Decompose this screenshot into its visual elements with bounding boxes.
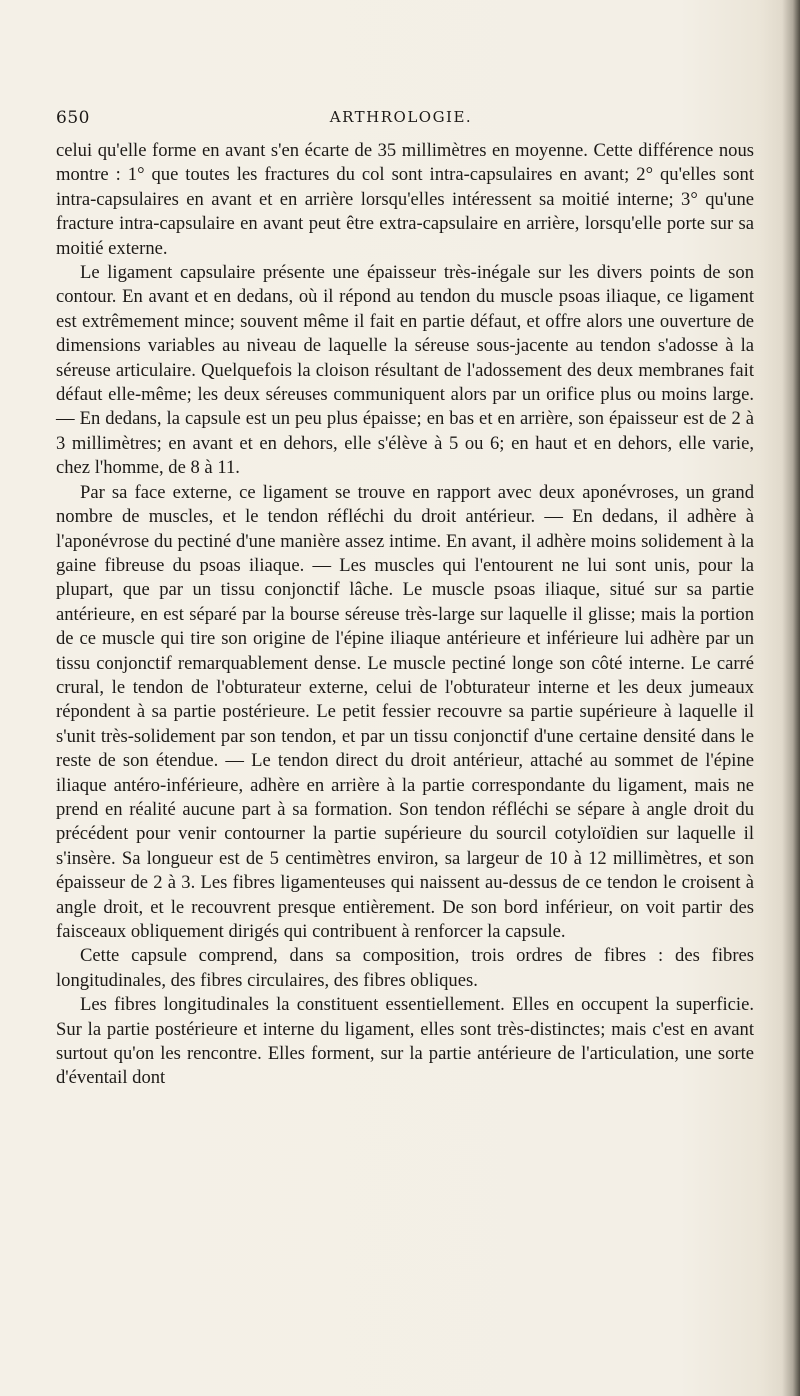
paragraph-1: celui qu'elle forme en avant s'en écarte de 35 millimètres en moyenne. Cette différence nous montre : 1° que toutes les fractures du col sont intra-capsulaires en avant; 2° qu'elles sont intra-capsulaires en avant et en arrière lorsqu'elles intéressent sa moitié interne; 3° qu'une fracture intra-capsulaire en avant peut être extra-capsulaire en arrière, lorsqu'elle porte sur sa moitié externe. — [56, 140, 754, 259]
body-text — [56, 139, 754, 1091]
paragraph-2: Le ligament capsulaire présente une épaisseur très-inégale sur les divers points de son contour. En avant et en dedans, où il répond au tendon du muscle psoas iliaque, ce ligament est extrêmement mince; souvent même il fait en partie défaut, et offre alors une ouverture de dimensions variables au niveau de laquelle la séreuse sous-jacente au tendon s'adosse à la séreuse articulaire. Quelquefois la cloison résultant de l'adossement des deux membranes fait défaut elle-même; les deux séreuses communiquent alors par un orifice plus ou moins large.— En dedans, la capsule est un peu plus épaisse; en bas et en arrière, son épaisseur est de 2 à 3 millimètres; en avant et en dehors, elle s'élève à 5 ou 6; en haut et en dehors, elle varie, chez l'homme, de 8 à 11. — [56, 262, 754, 479]
paragraph-3: Par sa face externe, ce ligament se trouve en rapport avec deux aponévroses, un grand nombre de muscles, et le tendon réfléchi du droit antérieur. — En dedans, il adhère à l'aponévrose du pectiné d'une manière assez intime. En avant, il adhère moins solidement à la gaine fibreuse du psoas iliaque. — Les muscles qui l'entourent ne lui sont unis, pour la plupart, que par un tissu conjonctif lâche. Le muscle psoas iliaque, situé sur sa partie antérieure, en est séparé par la bourse séreuse très-large sur laquelle il glisse; mais la portion de ce muscle qui tire son origine de l'épine iliaque antérieure et inférieure lui adhère par un tissu conjonctif remarquablement dense. Le muscle pectiné longe son côté interne. Le carré crural, le tendon de l'obturateur externe, celui de l'obturateur interne et les deux jumeaux répondent à sa partie postérieure. Le petit fessier recouvre sa partie supérieure à laquelle il s'unit très-solidement par son tendon, et par un tissu conjonctif d'une certaine densité dans le reste de son étendue. — Le tendon direct du droit antérieur, attaché au sommet de l'épine iliaque antéro-inférieure, adhère en arrière à la partie correspondante du ligament, mais ne prend en réalité aucune part à sa formation. Son tendon réfléchi se sépare à angle droit du précédent pour venir contourner la partie supérieure du sourcil cotyloïdien sur laquelle il s'insère. Sa longueur est de 5 centimètres environ, sa largeur de 10 à 12 millimètres, et son épaisseur de 2 à 3. Les fibres ligamenteuses qui naissent au-dessus de ce tendon le croisent à angle droit, et le recouvrent presque entièrement. De son bord inférieur, on voit partir des faisceaux obliquement dirigés qui contribuent à renforcer la capsule. — [56, 481, 754, 942]
paragraph-5: Les fibres longitudinales la constituent essentiellement. Elles en occupent la superficie. Sur la partie postérieure et interne du ligament, elles sont très-distinctes; mais c'est en avant surtout qu'on les rencontre. Elles forment, sur la partie antérieure de l'articulation, une sorte d'éventail dont — [56, 994, 754, 1089]
page-header — [56, 108, 746, 132]
running-title: ARTHROLOGIE. — [329, 108, 473, 126]
paragraph-4: Cette capsule comprend, dans sa composition, trois ordres de fibres : des fibres longitudinales, des fibres circulaires, des fibres obliques. — [56, 945, 754, 991]
page-edge-shadow — [782, 0, 800, 1396]
page-number: 650 — [56, 108, 90, 128]
